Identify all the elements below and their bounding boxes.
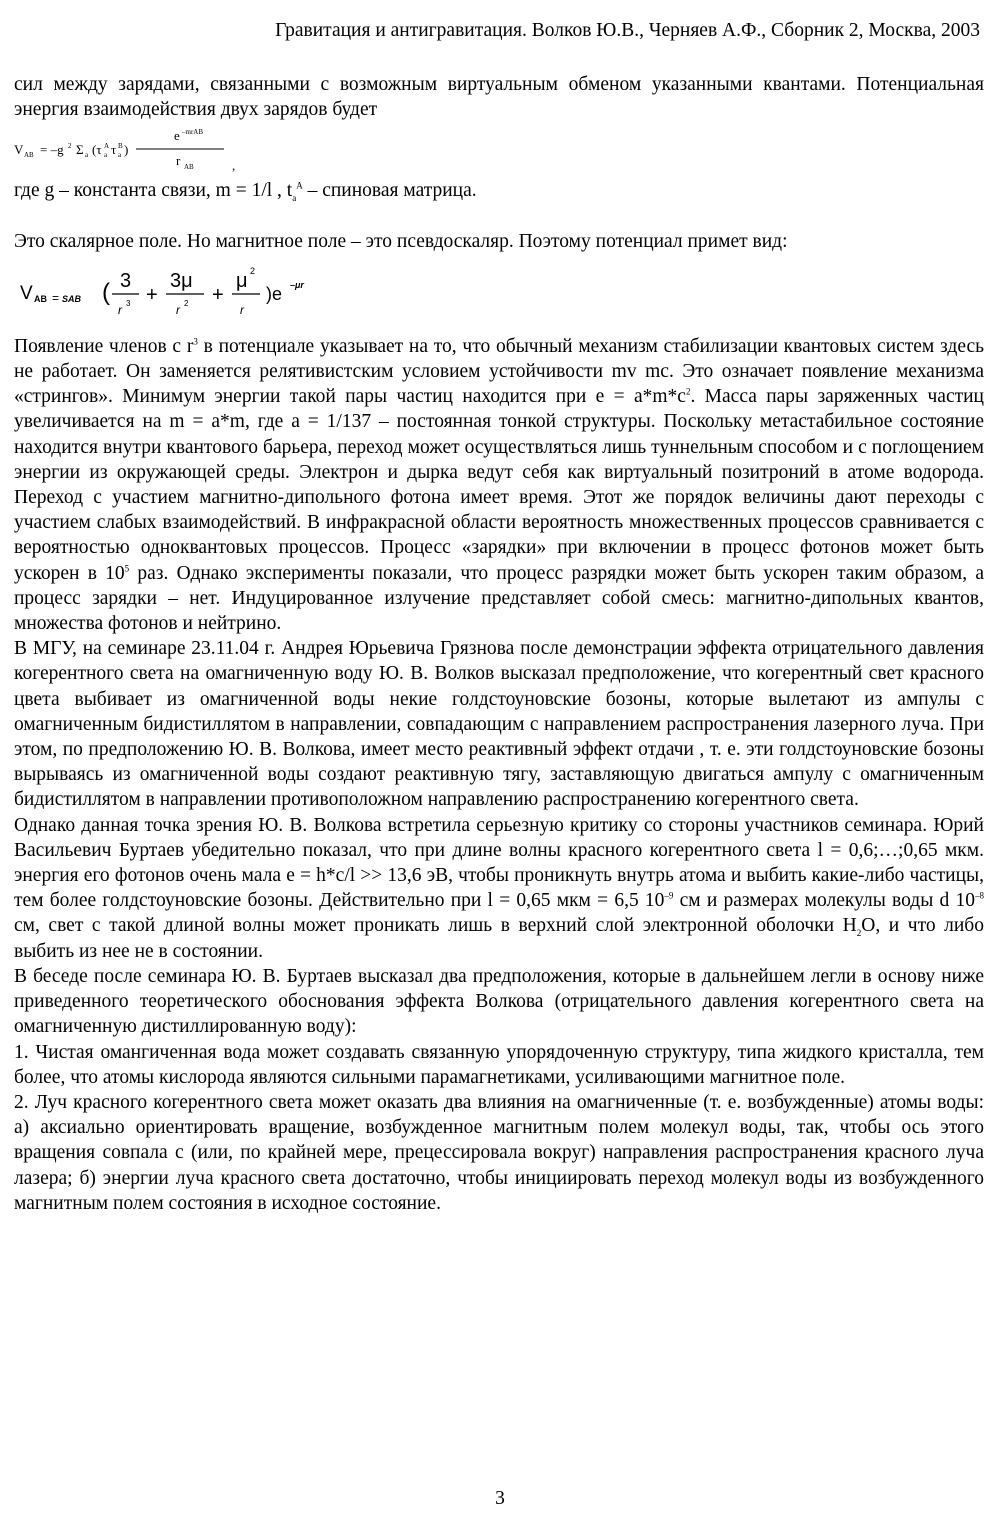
para3-d: O, и что либо выбить из нее не в состоянии. <box>14 915 984 962</box>
f2-t2-den-exp: 2 <box>184 298 189 308</box>
f2-t3-num-exp: 2 <box>250 265 256 276</box>
f2-t3-num: μ <box>236 269 248 292</box>
paragraph-conversation: В беседе после семинара Ю. В. Буртаев высказал два предположения, которые в дальнейшем легли в основу ниже приведенного теоретического обоснования эффекта Волкова (отрицательного давления когерентного света на омагниченную дистиллированную воду): <box>14 965 984 1038</box>
para3-c: см, свет с такой длиной волны может проникать лишь в верхний слой электронной оболочки H <box>14 915 857 937</box>
f2-t1-den: r <box>118 302 122 317</box>
para3-a-sup: –9 <box>664 890 674 901</box>
f2-exp: –μr <box>290 279 304 290</box>
formula-pseudoscalar-potential <box>14 254 984 334</box>
where-sub: a <box>292 193 297 204</box>
f2-t2-den: r <box>176 302 180 317</box>
f2-lhs: V <box>20 282 33 304</box>
f1-sum-sub: a <box>85 151 89 160</box>
formula-potential-energy-graphic <box>14 122 274 178</box>
para1-b-sup: 2 <box>685 386 691 397</box>
f2-plus2: + <box>212 283 224 306</box>
f1-lhs-sub: AB <box>24 151 34 160</box>
f1-den-sub: AB <box>184 163 194 172</box>
f2-t3-den: r <box>240 302 244 317</box>
f2-s: SAB <box>62 293 82 304</box>
f1-tau1-sup: A <box>104 142 110 151</box>
f1-sum: Σ <box>76 142 84 158</box>
spacer <box>14 204 984 229</box>
f1-den: r <box>176 153 181 169</box>
f1-lhs: V <box>14 142 24 158</box>
f2-lhs-sub: AB <box>34 293 47 304</box>
running-header: Гравитация и антигравитация. Волков Ю.В., Черняев А.Ф., Сборник 2, Москва, 2003 <box>275 20 980 41</box>
para3-b: см и размерах молекулы воды d 10 <box>673 890 975 912</box>
para1-c-sup: 5 <box>124 563 130 574</box>
f2-t1-den-exp: 3 <box>126 298 131 308</box>
para1-a-sup: 3 <box>193 336 198 347</box>
f1-rhs-b: 2 <box>68 142 72 151</box>
f2-close: )e <box>266 283 283 304</box>
f2-open: ( <box>102 278 110 306</box>
f2-t2-num: 3μ <box>170 269 193 292</box>
para1-c: . Масса пары заряженных частиц увеличивается на m = a*m, где a = 1/137 – постоянная тонкой структуры. Поскольку метастабильное состояние находится внутри квантового барьера, переход может осуществляться лишь туннельным способом и с поглощением энергии из окружающей среды. Электрон и дырка ведут себя как виртуальный позитроний в атоме водорода. Переход с участием магнитно-дипольного фотона имеет время. Этот же порядок величины дают переходы с участием слабых взаимодействий. В инфракрасной области вероятность множественных процессов сравнивается с вероятностью одноквантовых процессов. Процесс «зарядки» при включении в процесс фотонов может быть ускорен в 10 <box>14 386 984 584</box>
f1-tau2: τ <box>111 142 117 158</box>
f1-tau1: (τ <box>92 142 102 158</box>
where-tail: – спиновая матрица. <box>302 180 477 202</box>
para1-a: Появление членов с r <box>14 335 194 357</box>
f1-num-exp: –mrAB <box>182 128 203 137</box>
para3-c-sub: 2 <box>856 928 862 939</box>
formula-pseudoscalar-graphic <box>14 254 354 334</box>
page-number: 3 <box>495 1488 505 1509</box>
f1-num: e <box>174 128 180 144</box>
paragraph-msu-seminar: В МГУ, на семинаре 23.11.04 г. Андрея Юрьевича Грязнова после демонстрации эффекта отрицательного давления когерентного света на омагниченную воду Ю. В. Волков высказал предположение, что когерентный свет красного цвета выбивает из омагниченной воды некие голдстоуновские бозоны, которые вылетают из ампулы с омагниченным бидистиллятом в направлении, совпадающим с направлением распространения лазерного луча. При этом, по предположению Ю. В. Волкова, имеет место реактивный эффект отдачи , т. е. эти голдстоуновские бозоны вырываясь из омагниченной воды создают реактивную тягу, заставляющую двигаться ампулу с омагниченным бидистиллятом в направлении противоположном направлению распространению когерентного света. <box>14 638 984 811</box>
f2-eq: = <box>52 290 60 305</box>
paragraph-r3-terms <box>14 334 984 636</box>
f2-plus1: + <box>146 283 158 306</box>
para3-b-sup: –8 <box>975 890 984 901</box>
page-body <box>14 72 984 1216</box>
para1-d: раз. Однако эксперименты показали, что процесс разрядки может быть ускорен таким образом, а процесс зарядки – нет. Индуцированное излучение представляет собой смесь: магнитно-дипольных квантов, множества фотонов и нейтрино. <box>14 562 985 635</box>
f2-t1-num: 3 <box>120 269 132 292</box>
f1-tau2-sup: B <box>118 142 123 151</box>
f1-close: ) <box>124 142 129 158</box>
para1-b: в потенциале указывает на то, что обычный механизм стабилизации квантовых систем здесь не работает. Он заменяется релятивистским условием устойчивости mv mc. Это означает появление механизма «стрингов». Минимум энергии такой пары частиц находится при e = a*m*c <box>14 335 985 408</box>
f1-tau2-sub: a <box>118 151 122 160</box>
where-text: где g – константа связи, m = 1/l , t <box>14 180 293 202</box>
scalar-paragraph: Это скалярное поле. Но магнитное поле – это псевдоскаляр. Поэтому потенциал примет вид: <box>14 230 788 252</box>
para3-a: Однако данная точка зрения Ю. В. Волкова встретила серьезную критику со стороны участников семинара. Юрий Васильевич Буртаев убедительно показал, что при длине волны красного когерентного света l = 0,6;…;0,65 мкм. энергия его фотонов очень мала e = h*c/l >> 13,6 эВ, чтобы проникнуть внутрь атома и выбить какие-либо частицы, тем более голдстоуновские бозоны. Действительно при l = 0,65 мкм = 6,5 10 <box>14 814 984 912</box>
f1-tau1-sub: a <box>104 151 108 160</box>
paragraph-hypothesis-2: 2. Луч красного когерентного света может оказать два влияния на омагниченные (т. е. возбужденные) атомы воды: а) аксиально ориентировать вращение, возбужденное магнитным полем молекул воды, так, чтобы ось этого вращения совпала с (или, по крайней мере, прецессировала вокруг) направления распространения красного луча лазера; б) энергии луча красного света достаточно, чтобы инициировать переход молекул воды из возбужденного магнитным полем состояния в исходное состояние. <box>14 1091 984 1214</box>
paragraph-hypothesis-1: 1. Чистая омангиченная вода может создавать связанную упорядоченную структуру, типа жидкого кристалла, тем более, что атомы кислорода являются сильными парамагнетиками, усиливающими магнитное поле. <box>14 1041 984 1088</box>
paragraph-critique <box>14 813 984 964</box>
intro-paragraph: сил между зарядами, связанными с возможным виртуальным обменом указанными квантами. Потенциальная энергия взаимодействия двух зарядов будет <box>14 74 984 121</box>
f1-comma: , <box>232 158 236 174</box>
formula-potential-energy <box>14 122 984 178</box>
f1-rhs-a: = –g <box>40 142 64 158</box>
where-line <box>14 178 984 203</box>
where-sup: A <box>296 180 303 191</box>
